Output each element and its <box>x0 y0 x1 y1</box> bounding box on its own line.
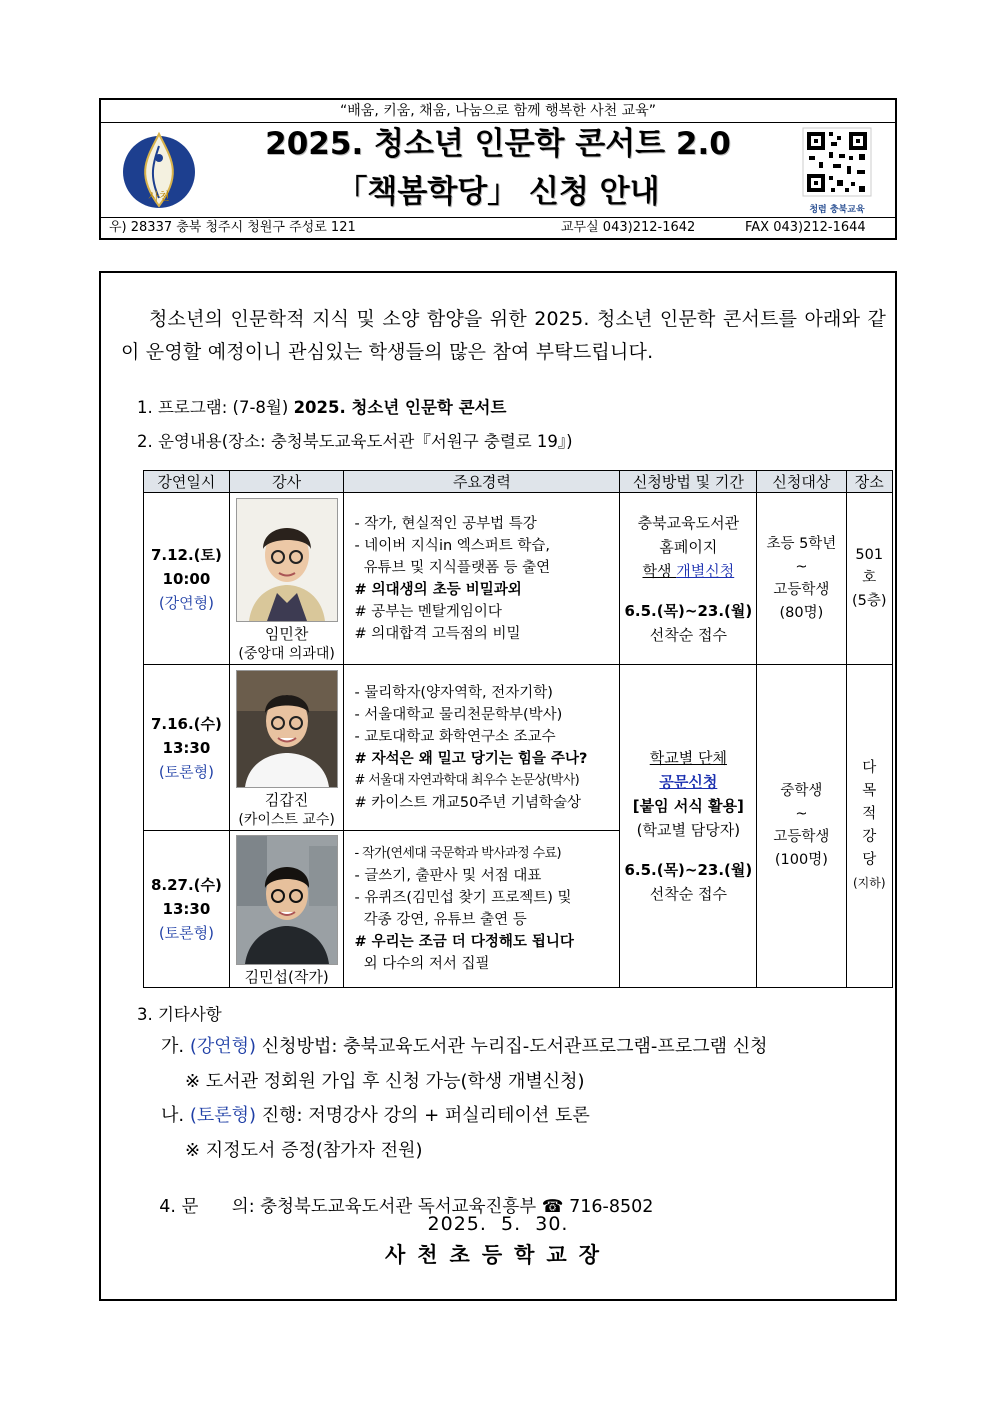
apply-form-note: [붙임 서식 활용] <box>632 797 744 815</box>
book-title: # 의대합격 고득점의 비밀 <box>354 625 521 642</box>
apply-text: 충북교육도서관 <box>637 513 740 532</box>
location-text: 강 <box>862 829 877 845</box>
section-3-note-b: ※ 지정도서 증정(참가자 전원) <box>185 1140 423 1161</box>
target-text: ~ <box>795 558 808 575</box>
award-item: # 서울대 자연과학대 최우수 논문상(박사) <box>354 772 580 788</box>
signer-name: 사천초등학교장 <box>384 1243 611 1267</box>
date-text: 7.12.(토) <box>150 545 222 564</box>
target-text: 초등 5학년 <box>766 535 837 552</box>
apply-text: (학교별 담당자) <box>636 821 741 839</box>
speaker-name: 임민찬 <box>264 624 309 643</box>
lecture-date <box>144 493 230 665</box>
target-capacity: (80명) <box>779 604 824 621</box>
time-text: 13:30 <box>162 738 211 757</box>
program-table <box>143 470 893 988</box>
career-item: 유튜브 및 지식플랫폼 등 출연 <box>354 559 551 576</box>
speaker-affiliation: (중앙대 의과대) <box>238 645 335 662</box>
speaker-photo <box>236 670 338 788</box>
book-title: # 자석은 왜 밀고 당기는 힘을 주나? <box>354 750 588 767</box>
career-item: - 교토대학교 화학연구소 조교수 <box>354 728 556 745</box>
apply-period: 6.5.(목)~23.(월) <box>624 601 753 620</box>
career-item: - 작가(연세대 국문학과 박사과정 수료) <box>354 846 561 861</box>
contact-phone: 716-8502 <box>563 1197 654 1217</box>
speaker-photo <box>236 835 338 965</box>
col-header-speaker: 강사 <box>229 471 344 493</box>
col-header-application: 신청방법 및 기간 <box>620 471 757 493</box>
office-phone: 교무실 043)212-1642 <box>561 220 696 235</box>
application-cell <box>620 493 757 665</box>
section-3-item-b <box>161 1104 590 1128</box>
career-cell <box>344 831 620 988</box>
lecture-date <box>144 831 230 988</box>
target-capacity: (100명) <box>774 852 828 868</box>
location-floor: (5층) <box>851 593 887 609</box>
section-1 <box>137 396 506 420</box>
target-text: 중학생 <box>780 783 823 799</box>
target-cell <box>757 493 846 665</box>
section-3-title: 3. 기타사항 <box>137 1005 222 1024</box>
document-body <box>99 271 897 1301</box>
speaker-affiliation: (카이스트 교수) <box>238 811 335 828</box>
item-a-type: (강연형) <box>189 1036 257 1057</box>
location-text: 501 <box>855 547 884 563</box>
career-item: - 네이버 지식in 엑스퍼트 학습, <box>354 537 551 554</box>
target-text: 고등학생 <box>773 829 830 845</box>
apply-text: 학교별 단체 <box>649 749 727 767</box>
lecture-type: (토론형) <box>158 924 214 942</box>
career-cell <box>344 493 620 665</box>
career-item: - 서울대학교 물리천문학부(박사) <box>354 706 563 723</box>
speaker-photo-icon <box>237 671 337 787</box>
career-item: 각종 강연, 유튜브 출연 등 <box>354 912 527 928</box>
table-row <box>144 493 893 665</box>
apply-method[interactable] <box>620 559 756 583</box>
location-text: 다 <box>862 760 877 776</box>
location-text: 목 <box>862 783 877 799</box>
apply-period: 6.5.(목)~23.(월) <box>624 861 753 879</box>
address-bar <box>101 217 895 238</box>
location-cell <box>846 665 892 988</box>
col-header-location: 장소 <box>846 471 892 493</box>
apply-note: 선착순 접수 <box>649 885 727 903</box>
career-cell <box>344 665 620 831</box>
qr-code[interactable] <box>789 126 885 216</box>
school-logo-icon <box>113 128 205 212</box>
apply-note: 선착순 접수 <box>649 625 727 644</box>
award-item: # 카이스트 개교50주년 기념학술상 <box>354 794 581 811</box>
speaker-photo-icon <box>237 499 337 621</box>
item-a-prefix: 가. <box>161 1036 190 1057</box>
table-row <box>144 665 893 831</box>
item-a-text: 신청방법: 충북교육도서관 누리집-도서관프로그램-프로그램 신청 <box>256 1036 768 1057</box>
time-text: 10:00 <box>162 569 211 588</box>
location-text: 호 <box>862 570 877 586</box>
col-header-target: 신청대상 <box>757 471 846 493</box>
book-title: # 의대생의 초등 비밀과외 <box>354 581 522 598</box>
lecture-type: (토론형) <box>158 762 214 781</box>
fax-number: FAX 043)212-1644 <box>745 220 866 235</box>
item-b-type: (토론형) <box>189 1105 257 1126</box>
location-text: 당 <box>862 852 877 868</box>
document-header <box>99 98 897 240</box>
item-b-text: 진행: 저명강사 강의 + 퍼실리테이션 토론 <box>256 1105 590 1126</box>
location-text: 적 <box>862 806 877 822</box>
qr-code-icon <box>789 126 885 200</box>
section-1-program-name: 2025. 청소년 인문학 콘서트 <box>293 398 507 417</box>
apply-method-link[interactable]: 공문신청 <box>659 773 718 791</box>
target-cell <box>757 665 846 988</box>
intro-paragraph: 청소년의 인문학적 지식 및 소양 함양을 위한 2025. 청소년 인문학 콘서트를 아래와 같이 운영할 예정이니 관심있는 학생들의 많은 참여 부탁드립니다. <box>121 308 886 363</box>
career-item: - 물리학자(양자역학, 전자기학) <box>354 684 553 701</box>
svg-text:사천: 사천 <box>148 190 170 203</box>
col-header-career: 주요경력 <box>344 471 620 493</box>
date-text: 8.27.(수) <box>150 876 222 894</box>
section-2: 2. 운영내용(장소: 충청북도교육도서관『서원구 충렬로 19』) <box>137 432 573 451</box>
speaker-cell <box>229 665 344 831</box>
location-floor: (지하) <box>852 876 886 890</box>
speaker-cell <box>229 493 344 665</box>
speaker-name: 김민섭(작가) <box>244 968 329 986</box>
title-line-2: 「책봄학당」 신청 안내 <box>336 174 660 210</box>
postal-address: 우) 28337 충북 청주시 청원구 주성로 121 <box>109 220 356 235</box>
section-1-prefix: 1. 프로그램: (7-8월) <box>137 398 294 417</box>
qr-label: 청렴 충북교육 <box>809 205 865 215</box>
apply-method-link: 개별신청 <box>676 561 735 580</box>
speaker-photo <box>236 498 338 622</box>
apply-text: 홈페이지 <box>659 537 718 556</box>
lecture-type: (강연형) <box>158 593 214 612</box>
section-3-item-a <box>161 1035 767 1059</box>
career-item: 외 다수의 저서 집필 <box>354 956 490 972</box>
apply-method-prefix: 학생 <box>642 561 677 580</box>
title-line-1: 2025. 청소년 인문학 콘서트 2.0 <box>265 126 731 162</box>
phone-icon: ☎ <box>541 1197 564 1217</box>
speaker-name: 김갑진 <box>264 790 309 809</box>
table-header-row <box>144 471 893 493</box>
career-item: - 작가, 현실적인 공부법 특강 <box>354 515 537 532</box>
section-3-note-a: ※ 도서관 정회원 가입 후 신청 가능(학생 개별신청) <box>185 1071 585 1092</box>
time-text: 13:30 <box>162 900 211 918</box>
school-motto: “배움, 키움, 채움, 나눔으로 함께 행복한 사천 교육” <box>101 100 895 123</box>
lecture-date <box>144 665 230 831</box>
speaker-photo-icon <box>237 836 337 964</box>
book-title: # 공부는 멘탈게임이다 <box>354 603 502 620</box>
book-title: # 우리는 조금 더 다정해도 됩니다 <box>354 934 574 950</box>
career-item: - 글쓰기, 출판사 및 서점 대표 <box>354 868 542 884</box>
date-text: 7.16.(수) <box>150 714 222 733</box>
location-cell <box>846 493 892 665</box>
school-logo <box>113 128 205 212</box>
speaker-cell <box>229 831 344 988</box>
career-item: - 유퀴즈(김민섭 찾기 프로젝트) 및 <box>354 890 572 906</box>
application-cell <box>620 665 757 988</box>
contact-label: 4. 문 의: 충청북도교육도서관 독서교육진흥부 <box>159 1197 542 1217</box>
target-text: ~ <box>795 806 808 822</box>
col-header-date: 강연일시 <box>144 471 230 493</box>
item-b-prefix: 나. <box>161 1105 190 1126</box>
target-text: 고등학생 <box>773 581 830 598</box>
document-date: 2025. 5. 30. <box>427 1213 569 1235</box>
